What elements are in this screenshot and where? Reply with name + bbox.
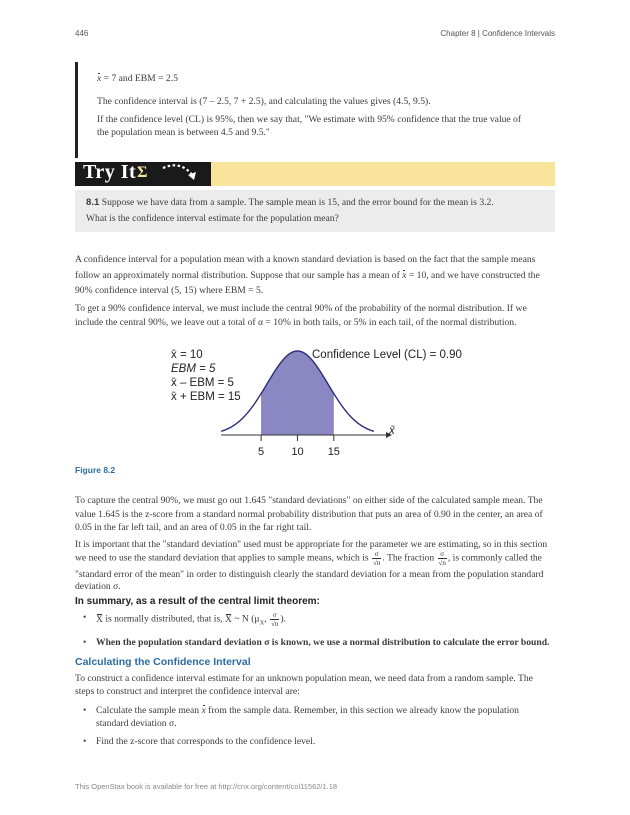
normal-distribution-chart (165, 340, 475, 460)
summary-bullet-2: When the population standard deviation σ is known, we use a normal distribution to calculate the error bound. (96, 637, 550, 648)
try-it-question-line-2: What is the confidence interval estimate for the population mean? (86, 213, 339, 224)
sigma-icon: Σ (137, 164, 148, 181)
x-bar-symbol: x (202, 704, 206, 718)
para1-line-3: 90% confidence interval (5, 15) where EBM = 5. (75, 285, 264, 296)
figure-caption: Figure 8.2 (75, 465, 116, 475)
step-bullet-2: Find the z-score that corresponds to the confidence level. (96, 736, 316, 747)
example-line-3b: the population mean is between 4.5 and 9.5." (97, 127, 270, 138)
sigma-over-root-n: $\frac{\sigma}{√n}$ (438, 550, 446, 567)
step-bullet-1-line-2: standard deviation σ. (96, 718, 177, 729)
confidence-region-shading (261, 351, 334, 435)
x-bar-symbol: x (97, 72, 101, 86)
bullet-icon: • (83, 736, 87, 747)
try-it-label-box (75, 162, 211, 186)
para4-line-3: "standard error of the mean" in order to distinguish clearly the standard deviation for a mean from the population standard (75, 569, 544, 580)
para4-line-2: we need to use the standard deviation that applies to sample means, which is $\frac{\sigma}{√n}$ . The fraction $\frac{\sigma}{√n}$ , is commonly called the (75, 550, 542, 567)
try-it-question-box (75, 190, 555, 232)
try-it-banner (75, 162, 555, 186)
page-footer: This OpenStax book is available for free at http://cnx.org/content/col11562/1.18 (75, 782, 338, 791)
x-tick-label-5: 5 (258, 446, 265, 458)
example-line-2: The confidence interval is (7 – 2.5, 7 + 2.5), and calculating the values gives (4.5, 9.5). (97, 96, 431, 107)
para3-line-1: To capture the central 90%, we must go out 1.645 "standard deviations" on either side of the calculated sample mean. The (75, 495, 543, 506)
x-tick-label-15: 15 (327, 446, 340, 458)
example-side-bar (75, 62, 78, 158)
label-mean: x̄ = 10 (171, 349, 203, 361)
section-line-1: To construct a confidence interval estimate for an unknown population mean, we need data from a random sample. The (75, 673, 533, 684)
bullet-icon: • (83, 612, 87, 623)
section-line-2: steps to construct and interpret the confidence interval are: (75, 686, 300, 697)
confidence-level-label: Confidence Level (CL) = 0.90 (312, 349, 462, 361)
para2-line-2: include the central 90%, we leave out a total of α = 10% in both tails, or 5% in each tail, of the normal distribution. (75, 317, 517, 328)
label-ebm: EBM = 5 (171, 363, 216, 375)
x-bar-symbol: x (402, 269, 406, 283)
try-it-label: Try It (83, 161, 137, 183)
x-tick-label-10: 10 (291, 446, 304, 458)
example-line-3a: If the confidence level (CL) is 95%, then we say that, "We estimate with 95% confidence that the true value of (97, 114, 522, 125)
example-line-1: x = 7 and EBM = 2.5 (97, 72, 178, 86)
para1-line-1: A confidence interval for a population mean with a known standard deviation is based on the fact that the sample means (75, 254, 536, 265)
dotted-arrow-icon (159, 162, 209, 186)
para4-line-1: It is important that the "standard deviation" used must be appropriate for the parameter we are estimating, so in this section (75, 539, 548, 550)
try-it-question-line-1: 8.1 Suppose we have data from a sample. The sample mean is 15, and the error bound for the mean is 3.2. (86, 197, 494, 208)
label-upper-bound: x̄ + EBM = 15 (171, 391, 241, 403)
summary-bullet-1: X is normally distributed, that is, X ~ N ($\mu_X$, $\frac{\sigma}{√n}$ ). (96, 611, 287, 628)
step-bullet-1-line-1: Calculate the sample mean x from the sample data. Remember, in this section we already know the population (96, 704, 519, 718)
para4-line-4: deviation σ. (75, 581, 121, 592)
para3-line-2: value 1.645 is the z-score from a standard normal probability distribution that puts an area of 0.90 in the center, an area of (75, 509, 543, 520)
para2-line-1: To get a 90% confidence interval, we must include the central 90% of the probability of the normal distribution. If we (75, 303, 527, 314)
bullet-icon: • (83, 637, 87, 648)
page-number: 446 (75, 29, 89, 38)
para1-line-2: follow an approximately normal distribution. Suppose that our sample has a mean of x = 10, and we have constructed the (75, 269, 540, 283)
label-lower-bound: x̄ – EBM = 5 (171, 377, 234, 389)
chapter-header: Chapter 8 | Confidence Intervals (440, 29, 555, 38)
para3-line-3: 0.05 in the far left tail, and an area of 0.05 in the far right tail. (75, 522, 312, 533)
summary-heading: In summary, as a result of the central limit theorem: (75, 596, 320, 607)
section-heading: Calculating the Confidence Interval (75, 656, 251, 668)
bullet-icon: • (83, 705, 87, 716)
sigma-over-root-n: $\frac{\sigma}{√n}$ (271, 611, 279, 628)
sigma-over-root-n: $\frac{\sigma}{√n}$ (373, 550, 381, 567)
x-axis-label: x̄ (389, 425, 395, 437)
